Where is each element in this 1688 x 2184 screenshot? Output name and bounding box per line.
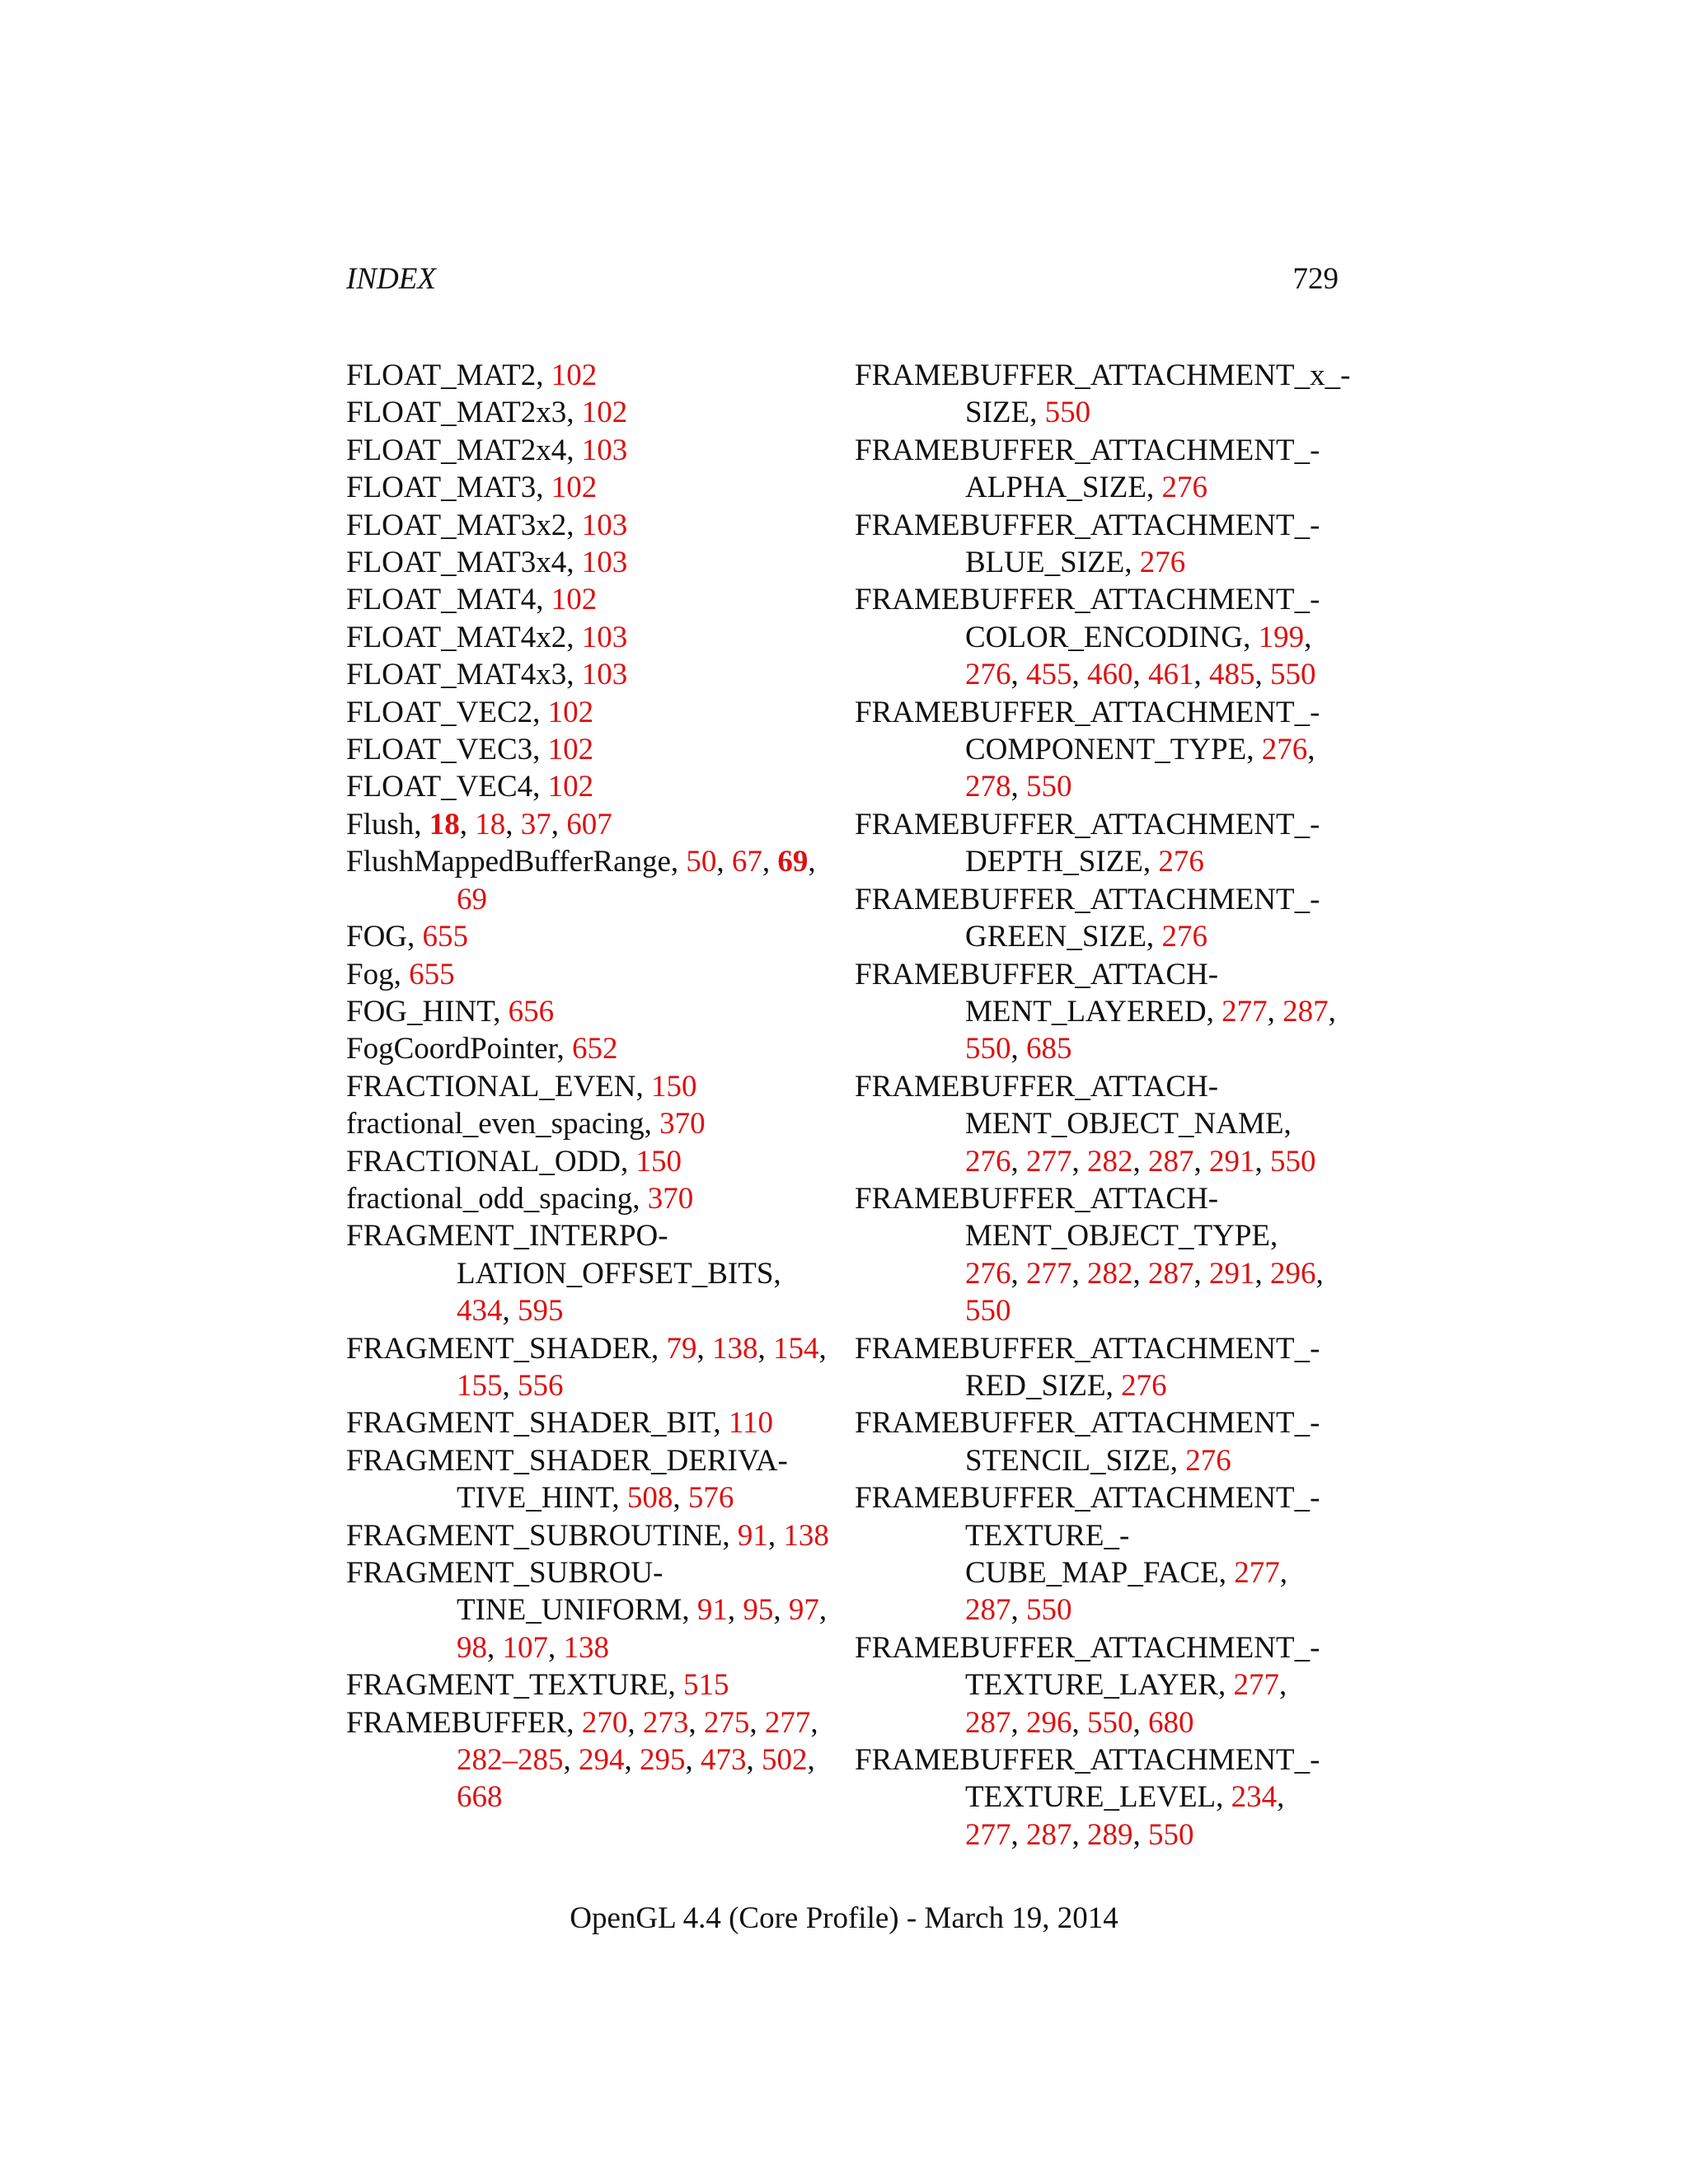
index-entry: [346, 956, 829, 993]
page-reference-link[interactable]: 550: [1148, 1817, 1194, 1852]
page-reference-link[interactable]: 276: [1121, 1368, 1167, 1403]
page-reference-link[interactable]: 287: [1148, 1144, 1194, 1179]
index-term: FLOAT_MAT3x2,: [346, 508, 574, 542]
index-entry: [346, 731, 829, 768]
page-reference-link[interactable]: 50: [686, 845, 717, 879]
index-column-left: [346, 357, 829, 1816]
page-reference-link[interactable]: 295: [640, 1743, 686, 1778]
index-term: FOG_HINT,: [346, 994, 501, 1029]
index-term: FRAMEBUFFER_ATTACHMENT_- ALPHA_SIZE,: [855, 433, 1320, 505]
index-term: FOG,: [346, 920, 415, 954]
page-reference-link[interactable]: 282–285: [457, 1743, 564, 1778]
page-reference-link[interactable]: 154: [773, 1331, 819, 1366]
index-entry: [855, 357, 1351, 432]
index-entry: FRAMEBUFFER_ATTACHMENT_- TEXTURE_- CUBE_MAP_FACE, 277, 287, 550: [855, 1481, 1320, 1628]
page-reference-link[interactable]: 550: [1270, 658, 1316, 692]
page-reference-link[interactable]: 434: [457, 1294, 503, 1329]
index-entry: [855, 1330, 1339, 1405]
index-term: FLOAT_MAT3,: [346, 471, 544, 505]
index-term: FRAMEBUFFER_ATTACHMENT_- BLUE_SIZE,: [855, 508, 1320, 580]
page-reference-link[interactable]: 485: [1209, 658, 1255, 692]
page-reference-link[interactable]: 276: [1161, 471, 1207, 505]
index-term: FRAMEBUFFER,: [346, 1705, 574, 1740]
page-reference-link[interactable]: 102: [547, 770, 594, 804]
index-term: FlushMappedBufferRange,: [346, 845, 679, 879]
index-term: Fog,: [346, 957, 401, 991]
page-reference-link[interactable]: 102: [551, 471, 598, 505]
index-term: FRAGMENT_TEXTURE,: [346, 1668, 676, 1703]
page-reference-link[interactable]: 79: [666, 1331, 697, 1366]
index-term: FLOAT_MAT2x3,: [346, 396, 574, 430]
index-entry: [346, 357, 829, 394]
index-term: FRACTIONAL_EVEN,: [346, 1069, 644, 1104]
page-reference-link[interactable]: 91: [737, 1518, 768, 1553]
index-entry: FRAGMENT_SHADER_DERIVA- TIVE_HINT, 508, 576: [346, 1443, 788, 1516]
index-entry: [346, 1030, 829, 1067]
page-reference-link[interactable]: 282: [1087, 1144, 1133, 1179]
index-entry: [855, 806, 1339, 881]
index-entry: [855, 881, 1339, 956]
index-entry: [346, 581, 829, 618]
page-reference-link[interactable]: 455: [1026, 658, 1072, 692]
page-reference-link[interactable]: 199: [1258, 620, 1305, 654]
index-entry: FRAGMENT_SHADER, 79, 138, 154, 155, 556: [346, 1331, 827, 1403]
index-entry: FRAGMENT_SUBROU- TINE_UNIFORM, 91, 95, 97, 98, 107, 138: [346, 1556, 828, 1665]
index-entry: [346, 1666, 829, 1704]
index-entry: [346, 394, 829, 431]
page-reference-link[interactable]: 98: [457, 1630, 487, 1665]
page-reference-link[interactable]: 277: [1234, 1556, 1280, 1590]
index-term: FogCoordPointer,: [346, 1032, 565, 1066]
page-reference-link[interactable]: 282: [1087, 1256, 1133, 1291]
index-entry: [346, 507, 829, 544]
index-term: FRAGMENT_SHADER,: [346, 1331, 659, 1366]
index-entry: [346, 1180, 829, 1217]
page-reference-link[interactable]: 273: [642, 1705, 689, 1740]
page-reference-link[interactable]: 102: [581, 396, 628, 430]
page-reference-link[interactable]: 276: [1158, 845, 1204, 879]
page-reference-link[interactable]: 69: [457, 882, 487, 916]
page-reference-link[interactable]: 18: [429, 807, 460, 841]
index-term: Flush,: [346, 807, 422, 841]
page-reference-link[interactable]: 680: [1148, 1705, 1194, 1740]
page-reference-link[interactable]: 656: [508, 994, 555, 1029]
page-reference-link[interactable]: 107: [502, 1630, 548, 1665]
index-entry: [346, 619, 829, 656]
page-reference-link[interactable]: 276: [965, 1144, 1011, 1179]
index-term: FLOAT_MAT4x3,: [346, 658, 574, 692]
index-column-right: [855, 357, 1351, 1854]
index-entry: FRAGMENT_SUBROUTINE, 91, 138: [346, 1518, 829, 1553]
index-term: FLOAT_MAT2x4,: [346, 433, 574, 467]
page-reference-link[interactable]: 69: [777, 845, 809, 879]
index-term: FRAMEBUFFER_ATTACH- MENT_LAYERED,: [855, 957, 1219, 1029]
page-reference-link[interactable]: 291: [1209, 1144, 1255, 1179]
index-entry: [346, 1068, 829, 1105]
index-term: FRAMEBUFFER_ATTACH- MENT_OBJECT_TYPE,: [855, 1181, 1278, 1254]
index-entry: [346, 918, 829, 955]
page-reference-link[interactable]: 287: [965, 1593, 1011, 1628]
page-reference-link[interactable]: 550: [1087, 1705, 1133, 1740]
index-entry: [346, 544, 829, 581]
page-reference-link[interactable]: 276: [1185, 1443, 1231, 1478]
page-footer: OpenGL 4.4 (Core Profile) - March 19, 2014: [570, 1901, 1118, 1935]
index-entry: Flush, 18, 18, 37, 607: [346, 807, 612, 841]
page-reference-link[interactable]: 291: [1209, 1256, 1255, 1291]
index-entry: [346, 768, 829, 805]
page-reference-link[interactable]: 103: [581, 508, 628, 542]
index-term: FRAMEBUFFER_ATTACHMENT_- COLOR_ENCODING,: [855, 583, 1320, 654]
index-term: FLOAT_MAT2,: [346, 359, 544, 392]
page-reference-link[interactable]: 278: [965, 770, 1011, 804]
page-reference-link[interactable]: 155: [457, 1368, 503, 1403]
page-reference-link[interactable]: 294: [579, 1743, 625, 1778]
page-reference-link[interactable]: 276: [965, 1256, 1011, 1291]
page-reference-link[interactable]: 234: [1231, 1780, 1278, 1815]
page-reference-link[interactable]: 95: [743, 1593, 774, 1628]
page-reference-link[interactable]: 550: [965, 1294, 1011, 1329]
page-reference-link[interactable]: 277: [1233, 1668, 1279, 1703]
index-entry: [855, 432, 1339, 507]
page-reference-link[interactable]: 550: [1044, 396, 1091, 430]
page-reference-link[interactable]: 461: [1148, 658, 1194, 692]
page-reference-link[interactable]: 97: [788, 1593, 819, 1628]
index-entry: [855, 507, 1339, 582]
index-term: FRAMEBUFFER_ATTACHMENT_x_- SIZE,: [855, 359, 1351, 430]
index-term: FRAGMENT_SUBROUTINE,: [346, 1518, 730, 1553]
index-term: fractional_odd_spacing,: [346, 1181, 640, 1216]
page-reference-link[interactable]: 296: [1270, 1256, 1316, 1291]
index-term: FRAGMENT_SHADER_BIT,: [346, 1406, 721, 1441]
index-term: FRAGMENT_SUBROU- TINE_UNIFORM,: [346, 1556, 690, 1628]
page-reference-link[interactable]: 287: [965, 1705, 1011, 1740]
index-term: FRAMEBUFFER_ATTACHMENT_- TEXTURE_LEVEL,: [855, 1743, 1320, 1815]
index-term: FLOAT_MAT4,: [346, 583, 544, 617]
page-reference-link[interactable]: 655: [422, 920, 469, 954]
page-reference-link[interactable]: 67: [731, 845, 762, 879]
page-reference-link[interactable]: 276: [1261, 733, 1308, 767]
index-term: FLOAT_MAT4x2,: [346, 620, 574, 654]
index-entry: FRAGMENT_INTERPO- LATION_OFFSET_BITS, 434, 595: [346, 1219, 781, 1329]
page-reference-link[interactable]: 652: [571, 1032, 618, 1066]
index-entry: FRAMEBUFFER_ATTACHMENT_- TEXTURE_LAYER, 277, 287, 296, 550, 680: [855, 1630, 1320, 1740]
index-entry: [346, 993, 829, 1030]
index-entry: FRAMEBUFFER_ATTACH- MENT_LAYERED, 277, 287, 550, 685: [855, 957, 1336, 1066]
index-term: FRAMEBUFFER_ATTACH- MENT_OBJECT_NAME,: [855, 1069, 1292, 1141]
page-reference-link[interactable]: 289: [1087, 1817, 1133, 1852]
index-entry: FRAMEBUFFER_ATTACH- MENT_OBJECT_TYPE, 276, 277, 282, 287, 291, 296, 550: [855, 1181, 1324, 1329]
index-term: FRAGMENT_INTERPO- LATION_OFFSET_BITS,: [346, 1219, 781, 1291]
page-reference-link[interactable]: 473: [701, 1743, 747, 1778]
index-entry: [346, 1404, 829, 1441]
index-term: FRAMEBUFFER_ATTACHMENT_- STENCIL_SIZE,: [855, 1406, 1320, 1478]
page-reference-link[interactable]: 37: [520, 807, 551, 841]
index-entry: [346, 656, 829, 693]
index-entry: [346, 694, 829, 731]
page-reference-link[interactable]: 576: [687, 1481, 734, 1516]
index-term: FRAMEBUFFER_ATTACHMENT_- GREEN_SIZE,: [855, 882, 1320, 954]
page-reference-link[interactable]: 276: [965, 658, 1011, 692]
page-reference-link[interactable]: 276: [1139, 546, 1186, 580]
page-reference-link[interactable]: 277: [965, 1817, 1011, 1852]
index-entry: FRAMEBUFFER_ATTACHMENT_- TEXTURE_LEVEL, 234, 277, 287, 289, 550: [855, 1743, 1320, 1852]
page-reference-link[interactable]: 102: [551, 359, 598, 392]
index-entry: FRAMEBUFFER_ATTACHMENT_- COLOR_ENCODING, 199, 276, 455, 460, 461, 485, 550: [855, 583, 1320, 692]
page-reference-link[interactable]: 91: [696, 1593, 728, 1628]
page-reference-link[interactable]: 150: [635, 1144, 682, 1179]
index-entry: [346, 469, 829, 506]
index-entry: FRAMEBUFFER, 270, 273, 275, 277, 282–285, 294, 295, 473, 502, 668: [346, 1705, 818, 1815]
page-reference-link[interactable]: 370: [647, 1181, 694, 1216]
page-reference-link[interactable]: 502: [762, 1743, 808, 1778]
index-entry: FRAMEBUFFER_ATTACH- MENT_OBJECT_NAME, 276, 277, 282, 287, 291, 550: [855, 1069, 1316, 1179]
page-reference-link[interactable]: 556: [518, 1368, 564, 1403]
page-reference-link[interactable]: 102: [547, 695, 594, 729]
page-reference-link[interactable]: 103: [581, 658, 628, 692]
page-reference-link[interactable]: 508: [626, 1481, 673, 1516]
page-reference-link[interactable]: 277: [1026, 1256, 1072, 1291]
page-reference-link[interactable]: 277: [1026, 1144, 1072, 1179]
page-reference-link[interactable]: 550: [1270, 1144, 1316, 1179]
index-entry: [346, 1105, 829, 1142]
page-reference-link[interactable]: 270: [581, 1705, 628, 1740]
index-entry: [346, 432, 829, 469]
page-reference-link[interactable]: 550: [1026, 1593, 1072, 1628]
index-term: FRAGMENT_SHADER_DERIVA- TIVE_HINT,: [346, 1443, 788, 1516]
page-reference-link[interactable]: 550: [965, 1032, 1011, 1066]
index-term: FRAMEBUFFER_ATTACHMENT_- DEPTH_SIZE,: [855, 807, 1320, 879]
page-reference-link[interactable]: 138: [712, 1331, 758, 1366]
index-term: FLOAT_VEC3,: [346, 733, 541, 767]
index-term: FLOAT_MAT3x4,: [346, 546, 574, 580]
index-term: FRACTIONAL_ODD,: [346, 1144, 629, 1179]
page-reference-link[interactable]: 287: [1148, 1256, 1194, 1291]
page-reference-link[interactable]: 685: [1026, 1032, 1072, 1066]
page-reference-link[interactable]: 277: [1221, 994, 1268, 1029]
index-term: FLOAT_VEC2,: [346, 695, 541, 729]
page-reference-link[interactable]: 655: [409, 957, 455, 991]
page-reference-link[interactable]: 607: [566, 807, 612, 841]
page-reference-link[interactable]: 277: [764, 1705, 811, 1740]
index-term: FLOAT_VEC4,: [346, 770, 541, 804]
page-reference-link[interactable]: 276: [1161, 920, 1207, 954]
index-term: FRAMEBUFFER_ATTACHMENT_- RED_SIZE,: [855, 1331, 1320, 1403]
page-reference-link[interactable]: 550: [1026, 770, 1072, 804]
page-reference-link[interactable]: 595: [518, 1294, 564, 1329]
page-reference-link[interactable]: 110: [728, 1406, 774, 1441]
page-reference-link[interactable]: 138: [783, 1518, 829, 1553]
index-term: FRAMEBUFFER_ATTACHMENT_- TEXTURE_LAYER,: [855, 1630, 1320, 1703]
page-reference-link[interactable]: 150: [650, 1069, 697, 1104]
page-number: 729: [1292, 262, 1339, 296]
page-reference-link[interactable]: 275: [703, 1705, 750, 1740]
page-reference-link[interactable]: 102: [547, 733, 594, 767]
index-entry: [346, 1143, 829, 1180]
index-entry: FlushMappedBufferRange, 50, 67, 69, 69: [346, 845, 816, 916]
page-reference-link[interactable]: 103: [581, 433, 628, 467]
page-reference-link[interactable]: 668: [457, 1780, 503, 1815]
running-header-section: INDEX: [346, 262, 436, 296]
index-term: FRAMEBUFFER_ATTACHMENT_- COMPONENT_TYPE,: [855, 695, 1320, 767]
page-reference-link[interactable]: 460: [1087, 658, 1133, 692]
page-reference-link[interactable]: 515: [683, 1668, 729, 1703]
index-entry: FRAMEBUFFER_ATTACHMENT_- COMPONENT_TYPE, 276, 278, 550: [855, 695, 1320, 804]
page-reference-link[interactable]: 296: [1026, 1705, 1072, 1740]
index-term: fractional_even_spacing,: [346, 1107, 652, 1141]
page-reference-link[interactable]: 103: [581, 546, 628, 580]
page-reference-link[interactable]: 103: [581, 620, 628, 654]
page-reference-link[interactable]: 287: [1282, 994, 1329, 1029]
index-entry: [855, 1404, 1339, 1479]
page-reference-link[interactable]: 370: [659, 1107, 706, 1141]
index-term: FRAMEBUFFER_ATTACHMENT_- TEXTURE_- CUBE_MAP_FACE,: [855, 1481, 1320, 1590]
page-reference-link[interactable]: 138: [563, 1630, 609, 1665]
page-reference-link[interactable]: 18: [475, 807, 506, 841]
page-reference-link[interactable]: 102: [551, 583, 598, 617]
page-reference-link[interactable]: 287: [1026, 1817, 1072, 1852]
